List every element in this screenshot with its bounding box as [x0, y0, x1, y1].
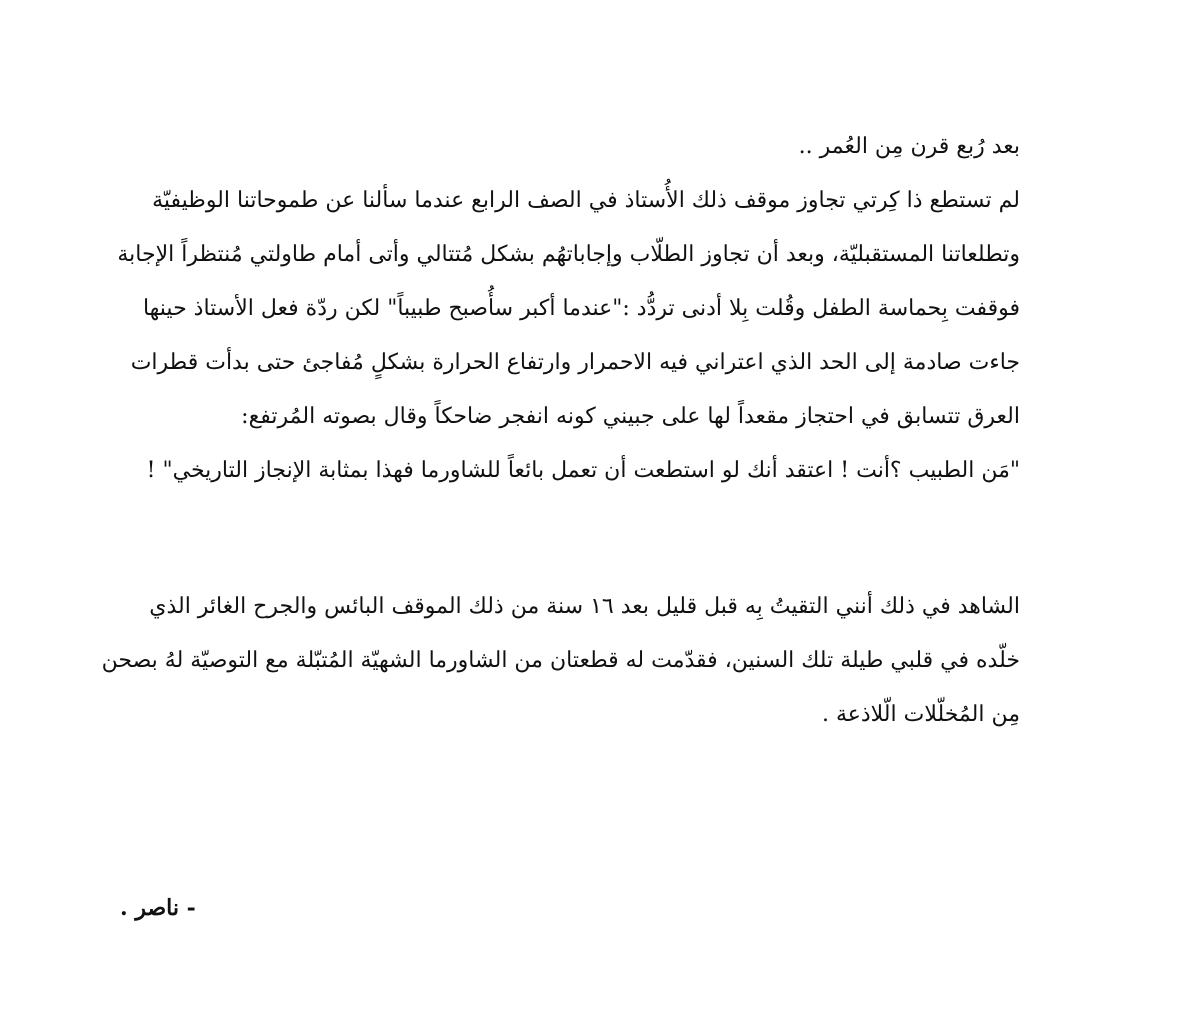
paragraph-line: مِن المُخلّلات الّلاذعة . [821, 702, 1020, 727]
witness-paragraph [101, 580, 1020, 742]
paragraph-line: بعد رُبع قرن مِن العُمر .. [798, 134, 1020, 159]
paragraph-line: "مَن الطبيب ؟أنت ! اعتقد أنك لو استطعت أن تعمل بائعاً للشاورما فهذا بمثابة الإنجاز التاريخي" ! [146, 458, 1020, 483]
story-paragraph [117, 120, 1020, 498]
paragraph-line: فوقفت بِحماسة الطفل وقُلت بِلا أدنى تردُّد :"عندما أكبر سأُصبح طبيباً" لكن ردّة فعل الأستاذ حينها [142, 296, 1020, 321]
author-signature: - ناصر . [120, 895, 196, 921]
paragraph-line: خلّده في قلبي طيلة تلك السنين، فقدّمت له قطعتان من الشاورما الشهيّة المُتبّلة مع التوصيّة لهُ بصحن [101, 648, 1020, 673]
paragraph-line: وتطلعاتنا المستقبليّة، وبعد أن تجاوز الطلّاب وإجاباتهُم بشكل مُتتالي وأتى أمام طاولتي مُنتظراً الإجابة [117, 242, 1020, 267]
paragraph-line: العرق تتسابق في احتجاز مقعداً لها على جبيني كونه انفجر ضاحكاً وقال بصوته المُرتفع: [241, 404, 1020, 429]
paragraph-line: لم تستطع ذا كِرتي تجاوز موقف ذلك الأُستاذ في الصف الرابع عندما سألنا عن طموحاتنا الوظيفيّة [152, 188, 1020, 213]
paragraph-line: جاءت صادمة إلى الحد الذي اعتراني فيه الاحمرار وارتفاع الحرارة بشكلٍ مُفاجئ حتى بدأت قطرات [130, 350, 1020, 375]
paragraph-line: الشاهد في ذلك أنني التقيتُ بِه قبل قليل بعد ١٦ سنة من ذلك الموقف البائس والجرح الغائر الذي [149, 594, 1020, 619]
